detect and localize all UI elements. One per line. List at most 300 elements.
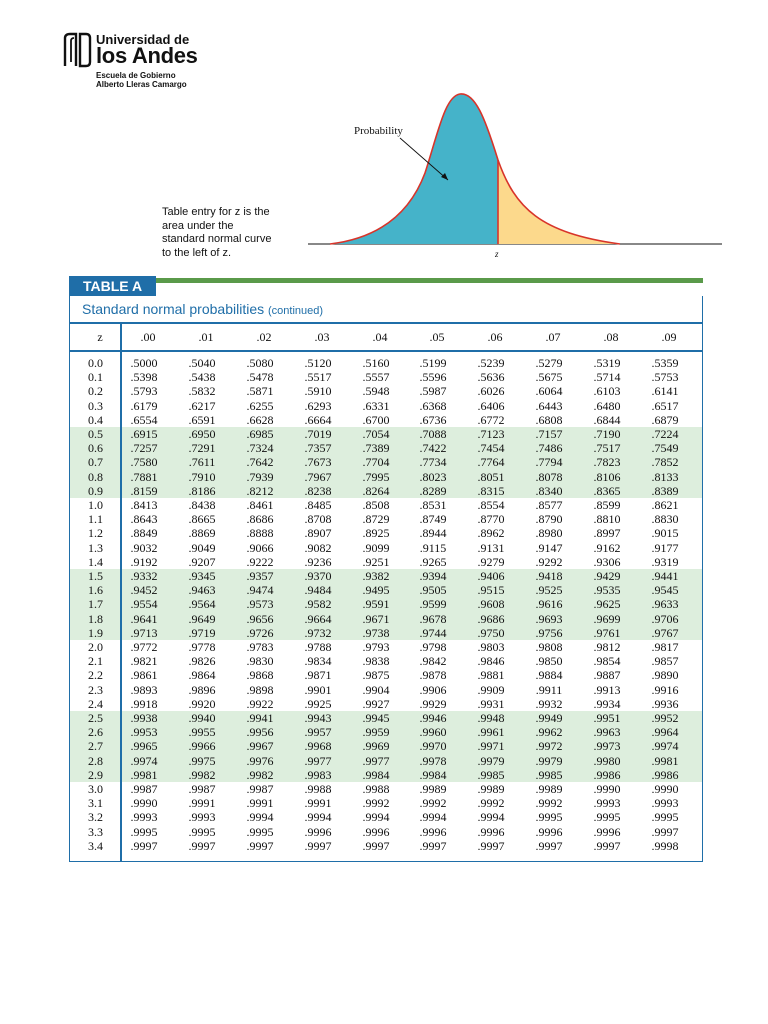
probability-cell: .8962	[477, 526, 505, 541]
probability-cell: .7823	[593, 455, 621, 470]
probability-cell: .6664	[304, 412, 332, 427]
probability-cell: .9951	[593, 711, 621, 725]
probability-cell: .9082	[304, 540, 332, 555]
probability-cell: .5517	[304, 370, 332, 385]
probability-cell: .6950	[188, 427, 216, 441]
probability-cell: .9525	[535, 583, 563, 598]
probability-cell: .9993	[130, 810, 158, 825]
probability-cell: .5160	[362, 356, 390, 370]
z-value-cell: 1.3	[88, 540, 103, 555]
probability-cell: .9573	[246, 597, 274, 612]
probability-cell: .9985	[535, 767, 563, 782]
probability-cell: .6808	[535, 412, 563, 427]
probability-cell: .9706	[651, 611, 679, 626]
probability-cell: .9995	[651, 810, 679, 825]
probability-cell: .5714	[593, 370, 621, 385]
probability-cell: .8531	[419, 498, 447, 512]
probability-cell: .9992	[419, 796, 447, 811]
probability-cell: .9726	[246, 625, 274, 640]
probability-cell: .9934	[593, 696, 621, 711]
probability-cell: .9641	[130, 611, 158, 626]
probability-cell: .9997	[188, 838, 216, 853]
z-value-cell: 1.4	[88, 554, 103, 569]
probability-cell: .5120	[304, 356, 332, 370]
table-row	[70, 782, 702, 796]
probability-cell: .8315	[477, 483, 505, 498]
probability-cell: .9967	[246, 739, 274, 754]
z-value-cell: 0.9	[88, 483, 103, 498]
table-row	[70, 839, 702, 853]
probability-cell: .9887	[593, 668, 621, 683]
probability-cell: .8980	[535, 526, 563, 541]
probability-cell: .9955	[188, 725, 216, 740]
university-logo	[60, 30, 300, 94]
probability-cell: .6772	[477, 412, 505, 427]
probability-cell: .9965	[130, 739, 158, 754]
probability-cell: .9535	[593, 583, 621, 598]
z-value-cell: 2.0	[88, 640, 103, 654]
probability-cell: .7454	[477, 441, 505, 456]
probability-cell: .9616	[535, 597, 563, 612]
caption-line: standard normal curve	[162, 233, 272, 245]
probability-cell: .7549	[651, 441, 679, 456]
probability-cell: .9474	[246, 583, 274, 598]
probability-cell: .6293	[304, 398, 332, 413]
probability-cell: .9978	[419, 753, 447, 768]
table-row	[70, 370, 702, 384]
probability-cell: .9693	[535, 611, 563, 626]
table-row	[70, 498, 702, 512]
probability-cell: .7422	[419, 441, 447, 456]
probability-cell: .6179	[130, 398, 158, 413]
probability-cell: .9826	[188, 654, 216, 669]
probability-cell: .8554	[477, 498, 505, 512]
probability-cell: .9719	[188, 625, 216, 640]
table-row	[70, 683, 702, 697]
probability-cell: .9984	[419, 767, 447, 782]
z-value-cell: 1.9	[88, 625, 103, 640]
z-value-cell: 0.4	[88, 412, 103, 427]
probability-cell: .8078	[535, 469, 563, 484]
probability-cell: .7580	[130, 455, 158, 470]
column-header: .06	[487, 330, 503, 344]
probability-cell: .7291	[188, 441, 216, 456]
probability-cell: .6517	[651, 398, 679, 413]
probability-cell: .9236	[304, 554, 332, 569]
probability-cell: .9991	[246, 796, 274, 811]
probability-cell: .9974	[651, 739, 679, 754]
probability-cell: .8810	[593, 512, 621, 527]
table-row	[70, 541, 702, 555]
probability-cell: .8438	[188, 498, 216, 512]
probability-cell: .9987	[246, 782, 274, 796]
probability-cell: .9994	[304, 810, 332, 825]
table-row	[70, 626, 702, 640]
probability-cell: .5753	[651, 370, 679, 385]
column-header: .03	[314, 330, 330, 344]
table-row	[70, 597, 702, 611]
probability-cell: .6915	[130, 427, 158, 441]
probability-cell: .8051	[477, 469, 505, 484]
probability-cell: .9979	[535, 753, 563, 768]
probability-cell: .8944	[419, 526, 447, 541]
probability-cell: .6480	[593, 398, 621, 413]
probability-cell: .7190	[593, 427, 621, 441]
probability-cell: .9986	[651, 767, 679, 782]
z-value-cell: 2.2	[88, 668, 103, 683]
probability-cell: .9625	[593, 597, 621, 612]
probability-cell: .9881	[477, 668, 505, 683]
probability-cell: .5675	[535, 370, 563, 385]
probability-cell: .5832	[188, 384, 216, 399]
probability-cell: .9332	[130, 569, 158, 583]
probability-cell: .9968	[304, 739, 332, 754]
probability-cell: .9984	[362, 767, 390, 782]
column-header: .01	[198, 330, 214, 344]
table-row	[70, 796, 702, 810]
probability-cell: .6443	[535, 398, 563, 413]
probability-cell: .9997	[246, 838, 274, 853]
probability-cell: .9265	[419, 554, 447, 569]
probability-cell: .6141	[651, 384, 679, 399]
column-header: .08	[603, 330, 619, 344]
probability-cell: .9990	[651, 782, 679, 796]
probability-cell: .9686	[477, 611, 505, 626]
probability-cell: .6406	[477, 398, 505, 413]
z-value-cell: 2.1	[88, 654, 103, 669]
probability-cell: .7357	[304, 441, 332, 456]
z-value-cell: 2.5	[88, 711, 103, 725]
probability-cell: .9996	[419, 824, 447, 839]
probability-cell: .9986	[593, 767, 621, 782]
probability-cell: .8340	[535, 483, 563, 498]
z-value-cell: 0.0	[88, 356, 103, 370]
probability-cell: .9997	[593, 838, 621, 853]
probability-cell: .6628	[246, 412, 274, 427]
probability-cell: .9463	[188, 583, 216, 598]
probability-cell: .9991	[304, 796, 332, 811]
probability-cell: .9992	[362, 796, 390, 811]
probability-cell: .6255	[246, 398, 274, 413]
probability-cell: .9936	[651, 696, 679, 711]
probability-cell: .8508	[362, 498, 390, 512]
probability-cell: .9989	[535, 782, 563, 796]
probability-cell: .8289	[419, 483, 447, 498]
probability-cell: .9962	[535, 725, 563, 740]
probability-cell: .9931	[477, 696, 505, 711]
probability-cell: .9997	[535, 838, 563, 853]
probability-cell: .9871	[304, 668, 332, 683]
probability-cell: .9993	[188, 810, 216, 825]
probability-cell: .5438	[188, 370, 216, 385]
probability-cell: .9671	[362, 611, 390, 626]
probability-cell: .9505	[419, 583, 447, 598]
probability-cell: .8907	[304, 526, 332, 541]
probability-cell: .6700	[362, 412, 390, 427]
probability-cell: .9429	[593, 569, 621, 583]
logo-text-line3: Escuela de Gobierno	[96, 71, 176, 80]
table-row	[70, 754, 702, 768]
probability-cell: .8212	[246, 483, 274, 498]
probability-cell: .9989	[419, 782, 447, 796]
logo-emblem-icon	[62, 32, 92, 68]
probability-cell: .8413	[130, 498, 158, 512]
table-row	[70, 427, 702, 441]
probability-cell: .9983	[304, 767, 332, 782]
table-title-text: Standard normal probabilities	[82, 301, 265, 317]
probability-cell: .9599	[419, 597, 447, 612]
table-row	[70, 455, 702, 469]
probability-cell: .9279	[477, 554, 505, 569]
table-row	[70, 384, 702, 398]
probability-cell: .9830	[246, 654, 274, 669]
probability-cell: .9945	[362, 711, 390, 725]
probability-cell: .7704	[362, 455, 390, 470]
z-label: z	[495, 249, 499, 259]
probability-cell: .9974	[130, 753, 158, 768]
z-value-cell: 3.4	[88, 838, 103, 853]
probability-cell: .9554	[130, 597, 158, 612]
probability-cell: .9545	[651, 583, 679, 598]
probability-cell: .9582	[304, 597, 332, 612]
tail-area	[498, 160, 620, 244]
probability-cell: .9995	[593, 810, 621, 825]
probability-cell: .9946	[419, 711, 447, 725]
probability-cell: .7673	[304, 455, 332, 470]
probability-cell: .6064	[535, 384, 563, 399]
probability-cell: .9988	[362, 782, 390, 796]
probability-cell: .9854	[593, 654, 621, 669]
probability-cell: .7852	[651, 455, 679, 470]
probability-cell: .9222	[246, 554, 274, 569]
table-row	[70, 640, 702, 654]
probability-cell: .9884	[535, 668, 563, 683]
probability-cell: .8389	[651, 483, 679, 498]
probability-cell: .9990	[593, 782, 621, 796]
z-value-cell: 0.1	[88, 370, 103, 385]
probability-cell: .9913	[593, 682, 621, 697]
table-row	[70, 526, 702, 540]
probability-cell: .8997	[593, 526, 621, 541]
table-row	[70, 399, 702, 413]
z-value-cell: 2.7	[88, 739, 103, 754]
probability-cell: .9370	[304, 569, 332, 583]
probability-cell: .9993	[593, 796, 621, 811]
probability-cell: .9656	[246, 611, 274, 626]
probability-cell: .7257	[130, 441, 158, 456]
caption-line: Table entry for z is the	[162, 206, 270, 218]
header-bottom-rule	[69, 350, 703, 352]
probability-cell: .7224	[651, 427, 679, 441]
probability-cell: .5040	[188, 356, 216, 370]
table-top-rule	[69, 278, 703, 283]
probability-cell: .9995	[246, 824, 274, 839]
probability-cell: .7324	[246, 441, 274, 456]
probability-cell: .9994	[419, 810, 447, 825]
probability-cell: .9783	[246, 640, 274, 654]
z-value-cell: 0.7	[88, 455, 103, 470]
probability-cell: .8485	[304, 498, 332, 512]
table-row	[70, 697, 702, 711]
figure-caption	[162, 206, 322, 260]
probability-cell: .5557	[362, 370, 390, 385]
probability-cell: .8925	[362, 526, 390, 541]
probability-cell: .9861	[130, 668, 158, 683]
probability-cell: .9817	[651, 640, 679, 654]
probability-cell: .9973	[593, 739, 621, 754]
probability-cell: .8365	[593, 483, 621, 498]
table-row	[70, 441, 702, 455]
probability-cell: .8686	[246, 512, 274, 527]
logo-text-line4: Alberto Lleras Camargo	[96, 80, 187, 89]
probability-cell: .9996	[304, 824, 332, 839]
probability-cell: .9857	[651, 654, 679, 669]
probability-cell: .8869	[188, 526, 216, 541]
probability-cell: .8264	[362, 483, 390, 498]
column-header: .04	[372, 330, 388, 344]
probability-cell: .8461	[246, 498, 274, 512]
probability-cell: .8708	[304, 512, 332, 527]
table-row	[70, 470, 702, 484]
table-row	[70, 612, 702, 626]
probability-cell: .6368	[419, 398, 447, 413]
caption-line: to the left of z.	[162, 246, 232, 259]
probability-cell: .9812	[593, 640, 621, 654]
probability-cell: .9994	[246, 810, 274, 825]
probability-cell: .9608	[477, 597, 505, 612]
probability-cell: .9929	[419, 696, 447, 711]
probability-cell: .9987	[130, 782, 158, 796]
table-row	[70, 512, 702, 526]
probability-cell: .7054	[362, 427, 390, 441]
probability-cell: .9875	[362, 668, 390, 683]
probability-cell: .5359	[651, 356, 679, 370]
probability-cell: .9803	[477, 640, 505, 654]
z-value-cell: 2.6	[88, 725, 103, 740]
probability-cell: .5948	[362, 384, 390, 399]
table-badge: TABLE A	[69, 276, 156, 296]
caption-line: area under the	[162, 219, 234, 232]
table-row	[70, 725, 702, 739]
probability-cell: .6331	[362, 398, 390, 413]
column-header: .00	[140, 330, 156, 344]
probability-cell: .9961	[477, 725, 505, 740]
probability-cell: .7019	[304, 427, 332, 441]
table-row	[70, 654, 702, 668]
column-header: .02	[256, 330, 272, 344]
probability-cell: .9995	[130, 824, 158, 839]
probability-cell: .9988	[304, 782, 332, 796]
probability-cell: .9997	[651, 824, 679, 839]
probability-cell: .9864	[188, 668, 216, 683]
probability-cell: .9995	[535, 810, 563, 825]
probability-cell: .9756	[535, 625, 563, 640]
probability-cell: .8770	[477, 512, 505, 527]
probability-cell: .5000	[130, 356, 158, 370]
probability-cell: .9162	[593, 540, 621, 555]
table-row	[70, 668, 702, 682]
probability-cell: .9591	[362, 597, 390, 612]
probability-cell: .9306	[593, 554, 621, 569]
probability-cell: .9932	[535, 696, 563, 711]
z-value-cell: 2.3	[88, 682, 103, 697]
probability-cell: .9893	[130, 682, 158, 697]
probability-cell: .8830	[651, 512, 679, 527]
probability-cell: .7486	[535, 441, 563, 456]
probability-cell: .8577	[535, 498, 563, 512]
probability-cell: .9960	[419, 725, 447, 740]
probability-cell: .9991	[188, 796, 216, 811]
probability-cell: .9049	[188, 540, 216, 555]
logo-text-line1: Universidad de	[96, 32, 190, 47]
header-top-rule	[69, 322, 703, 324]
probability-cell: .7967	[304, 469, 332, 484]
probability-cell: .7794	[535, 455, 563, 470]
probability-cell: .9949	[535, 711, 563, 725]
probability-cell: .9997	[130, 838, 158, 853]
table-row	[70, 583, 702, 597]
probability-cell: .9994	[362, 810, 390, 825]
probability-cell: .9898	[246, 682, 274, 697]
probability-cell: .9997	[362, 838, 390, 853]
probability-cell: .9976	[246, 753, 274, 768]
z-value-cell: 0.8	[88, 469, 103, 484]
probability-cell: .9979	[477, 753, 505, 768]
probability-cell: .9015	[651, 526, 679, 541]
probability-cell: .6985	[246, 427, 274, 441]
probability-cell: .9997	[419, 838, 447, 853]
z-value-cell: 1.1	[88, 512, 103, 527]
probability-cell: .9963	[593, 725, 621, 740]
probability-cell: .8621	[651, 498, 679, 512]
probability-cell: .9994	[477, 810, 505, 825]
probability-cell: .9484	[304, 583, 332, 598]
probability-cell: .8849	[130, 526, 158, 541]
probability-cell: .9850	[535, 654, 563, 669]
probability-cell: .9969	[362, 739, 390, 754]
probability-cell: .9989	[477, 782, 505, 796]
probability-cell: .9808	[535, 640, 563, 654]
probability-cell: .9959	[362, 725, 390, 740]
probability-cell: .9992	[477, 796, 505, 811]
probability-cell: .9938	[130, 711, 158, 725]
probability-cell: .9838	[362, 654, 390, 669]
probability-cell: .9920	[188, 696, 216, 711]
z-value-cell: 1.0	[88, 498, 103, 512]
probability-cell: .9952	[651, 711, 679, 725]
table-row	[70, 825, 702, 839]
probability-cell: .9099	[362, 540, 390, 555]
table-row	[70, 484, 702, 498]
column-header: .09	[661, 330, 677, 344]
z-value-cell: 0.6	[88, 441, 103, 456]
probability-cell: .9972	[535, 739, 563, 754]
probability-cell: .9990	[130, 796, 158, 811]
probability-cell: .9941	[246, 711, 274, 725]
probability-cell: .7157	[535, 427, 563, 441]
probability-cell: .9778	[188, 640, 216, 654]
probability-cell: .9441	[651, 569, 679, 583]
probability-cell: .9292	[535, 554, 563, 569]
probability-cell: .5279	[535, 356, 563, 370]
table-title-suffix: (continued)	[268, 305, 324, 317]
probability-cell: .5596	[419, 370, 447, 385]
table-row	[70, 810, 702, 824]
probability-cell: .9975	[188, 753, 216, 768]
probability-cell: .7611	[188, 455, 216, 470]
probability-cell: .9987	[188, 782, 216, 796]
probability-cell: .9957	[304, 725, 332, 740]
